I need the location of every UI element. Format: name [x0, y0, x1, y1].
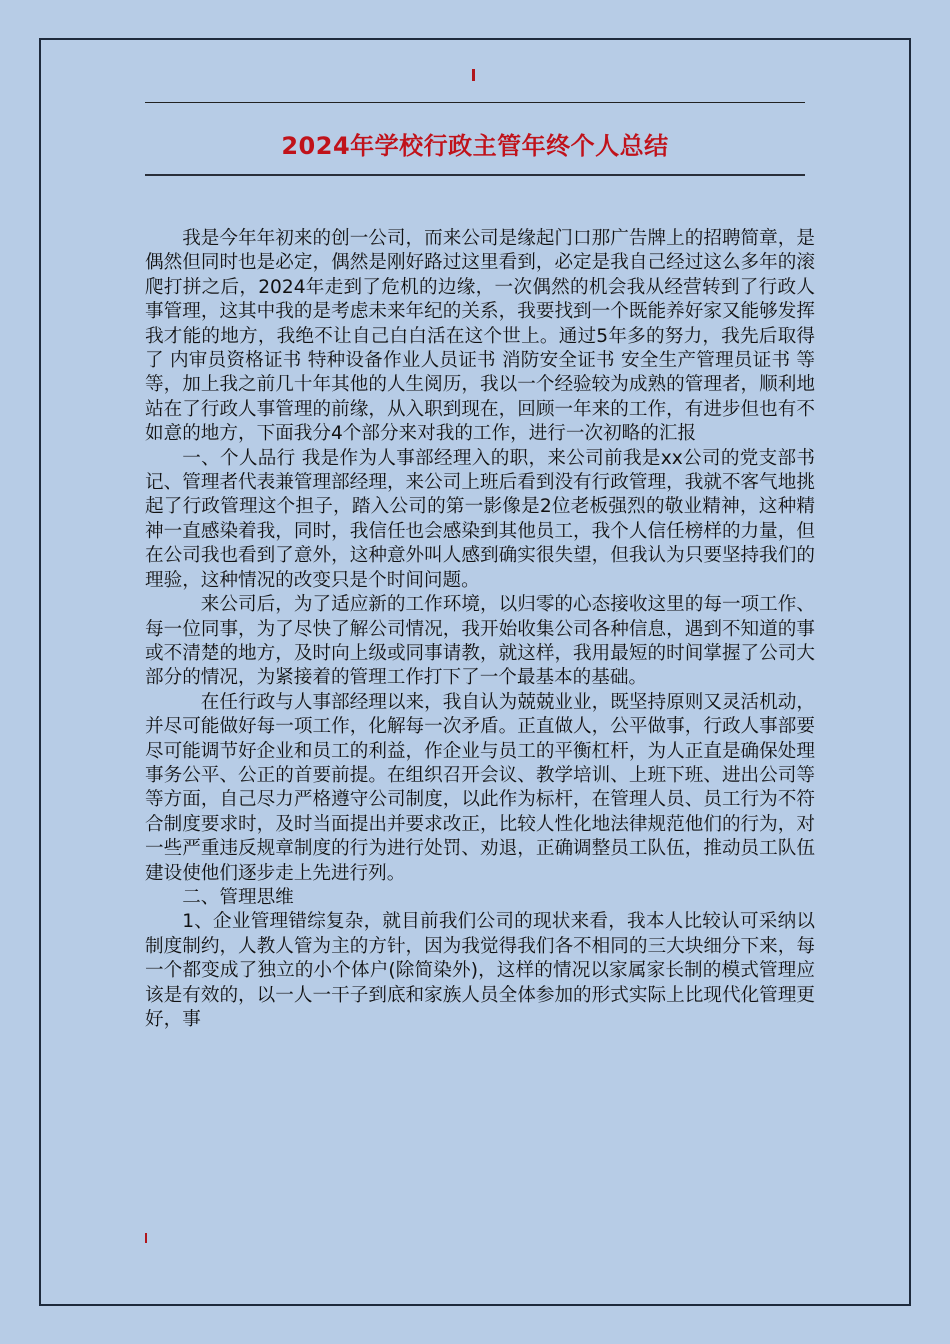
- paragraph-intro: 我是今年年初来的创一公司，而来公司是缘起门口那广告牌上的招聘简章，是偶然但同时也是必定，偶然是刚好路过这里看到，必定是我自己经过这么多年的滚爬打拼之后，2024年走到了危机的边缘，一次偶然的机会我从经营转到了行政人事管理，这其中我的是考虑未来年纪的关系，我要找到一个既能养好家又能够发挥我才能的地方，我绝不让自己白白活在这个世上。通过5年多的努力，我先后取得了 内审员资格证书 特种设备作业人员证书 消防安全证书 安全生产管理员证书 等等，加上我之前几十年其他的人生阅历，我以一个经验较为成熟的管理者，顺利地站在了行政人事管理的前缘，从入职到现在，回顾一年来的工作，有进步但也有不如意的地方，下面我分4个部分来对我的工作，进行一次初略的汇报: [145, 228, 815, 445]
- paragraph-personal-conduct: 一、个人品行 我是作为人事部经理入的职，来公司前我是xx公司的党支部书记、管理者代表兼管理部经理，来公司上班后看到没有行政管理，我就不客气地挑起了行政管理这个担子，踏入公司的第一影像是2位老板强烈的敬业精神，这种精神一直感染着我，同时，我信任也会感染到其他员工，我个人信任榜样的力量，但在公司我也看到了意外，这种意外叫人感到确实很失望，但我认为只要坚持我们的理验，这种情况的改变只是个时间问题。: [145, 447, 815, 591]
- paragraph-management-1: 1、企业管理错综复杂，就目前我们公司的现状来看，我本人比较认可采纳以制度制约，人教人管为主的方针，因为我觉得我们各不相同的三大块细分下来，每一个都变成了独立的小个体户(除简染外)，这样的情况以家属家长制的模式管理应该是有效的，以一人一干子到底和家族人员全体参加的形式实际上比现代化管理更好，事: [145, 911, 815, 1030]
- paragraph-duties: 在任行政与人事部经理以来，我自认为兢兢业业，既坚持原则又灵活机动，并尽可能做好每一项工作，化解每一次矛盾。正直做人，公平做事，行政人事部要尽可能调节好企业和员工的利益，作企业与员工的平衡杠杆，为人正直是确保处理事务公平、公正的首要前提。在组织召开会议、教学培训、上班下班、进出公司等等方面，自己尽力严格遵守公司制度，以此作为标杆，在管理人员、员工行为不符合制度要求时，及时当面提出并要求改正，比较人性化地法律规范他们的行为，对一些严重违反规章制度的行为进行处罚、劝退，正确调整员工队伍，推动员工队伍建设使他们逐步走上先进行列。: [145, 691, 815, 884]
- document-title: 2024年学校行政主管年终个人总结: [281, 132, 669, 160]
- paragraph-adaptation: 来公司后，为了适应新的工作环境，以归零的心态接收这里的每一项工作、每一位同事，为了尽快了解公司情况，我开始收集公司各种信息，遇到不知道的事或不清楚的地方，及时向上级或同事请教，就这样，我用最短的时间掌握了公司大部分的情况，为紧接着的管理工作打下了一个最基本的基础。: [145, 594, 815, 689]
- header-marker: [472, 69, 475, 81]
- header-divider: [145, 102, 805, 103]
- footer-marker: [145, 1233, 147, 1243]
- document-body: [145, 227, 815, 1032]
- title-divider: [145, 174, 805, 176]
- section-heading-management: 二、管理思维: [182, 886, 294, 908]
